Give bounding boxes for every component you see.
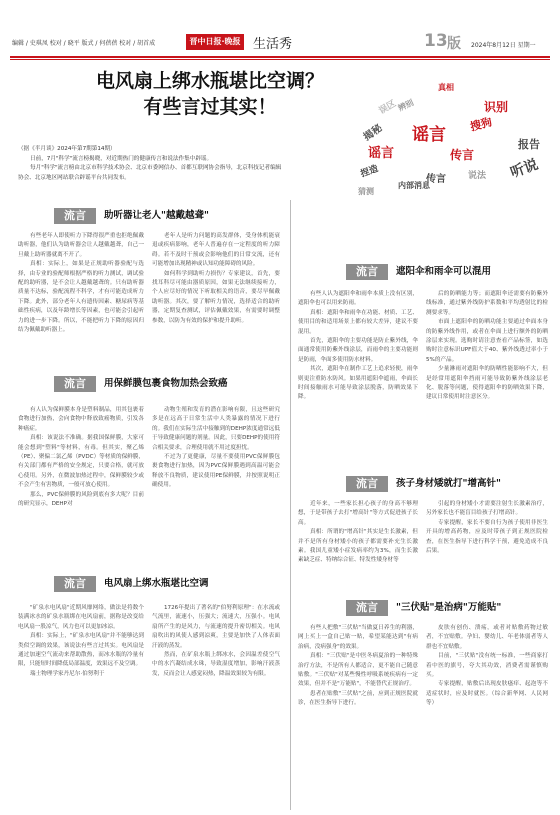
- cloud-word: 内部消息: [398, 181, 430, 190]
- article-body-3b: [152, 604, 280, 810]
- cloud-word: 说法: [468, 171, 487, 181]
- rumor-word-cloud: [358, 60, 554, 200]
- paragraph: 近年来，一些家长担心孩子的身高不够理想，于是带孩子去打"增高针"等方式促进孩子长高。: [298, 501, 418, 526]
- paragraph: 专家提醒，家长不要自行为孩子使用非医生开具的增高药物，应及时带孩子到正规医院检查，在医生指导下进行科学干预，避免造成不良后果。: [426, 519, 548, 555]
- cloud-word: 传言: [450, 148, 475, 162]
- cloud-word: 听说: [508, 156, 541, 182]
- rumor-tag: 流言: [346, 600, 388, 616]
- paragraph: 首先，遮阳伞的主要功能是防止紫外线，伞面通常使用防紫外线涂层，而雨伞的主要功能则是防雨，伞面多使用防水材料。: [298, 338, 418, 363]
- article-body-6a: [298, 624, 418, 810]
- paragraph: 有些人认为遮阳伞和雨伞本质上没有区别，遮阳伞也可以用来防雨。: [298, 291, 418, 307]
- paragraph: 不过为了更健康，尽量不要使用PVC保鲜膜包裹食物进行加热，因为PVC保鲜膜遇到高温可能会释放不良物质，建议使用PE保鲜膜，并按照说明正确使用。: [152, 454, 280, 489]
- article-body-3a: [18, 604, 144, 810]
- intro-line: 每月"科学"流言榜由北京市科学技术协会、北京市委网信办、首都互联网协会指导，北京科技记者编辑协会、北京地区网站联合辟谣平台共同发布。: [18, 165, 282, 181]
- article-body-6b: [426, 624, 548, 810]
- paragraph: 真相：所谓的"增高针"其实是生长激素，但并不是所有身材矮小的孩子都需要补充生长激素。我国儿童矮小症发病率约为3%，而生长激素缺乏症、特纳综合征、特发性矮身材等: [298, 529, 418, 564]
- paragraph: 老年人是听力问题的高发群体，受身体机能衰退或疾病影响，老年人普遍存在一定程度的听力障碍。若不及时干预或会影响他们的日常交流，还有可能增加出现精神或认知功能障碍的风险。: [152, 233, 280, 268]
- cloud-word: 辨别: [396, 98, 416, 113]
- paragraph: 1726年提出了著名的"伯努利原理"：在水流或气流里，流速小，压强大；流速大，压强小。电风扇所产生的是风力，与流速的提升密切相关。电风扇吹出的风使人感到凉爽，主要是加快了人体表面汗液的蒸发。: [152, 605, 280, 649]
- cloud-word: 揭秘: [361, 122, 385, 144]
- section-title: 用保鲜膜包裹食物加热会致癌: [104, 378, 228, 389]
- paragraph: 如何科学到助听力损伤？专家建议，首先，要找耳科尽可能由器质原因，如果无法继续接听力，个人应尽好的情况下听取相关的语音，要尽早佩戴助听器。其次，要了解听力情况，选择适合的助听器，定期复查测试，评估佩戴效果，有需要时调整参数，以防为有效的保护和提升助听。: [152, 270, 280, 324]
- paragraph: 有人认为保鲜膜本身是塑料制品，用其包裹着食物进行加热，会向食物中释放致癌物质，引发各种癌症。: [18, 407, 144, 432]
- intro-source: （据《半月谈》2024年第7期第14期）: [18, 146, 116, 152]
- section-name: 生活秀: [253, 37, 293, 52]
- article-body-5b: [426, 500, 548, 590]
- issue-date: 2024年8月12日 星期一: [471, 42, 536, 49]
- paragraph: 市面上遮阳伞的防晒功能主要通过伞面本身的防紫外线作用，或者在伞面上进行额外的防晒涂层来实现。选购时请注意查看产品标签，如选购时注意标识UPF值大于40、紫外线透过率小于5%的产品。: [426, 319, 548, 363]
- paragraph: 目前，"三伏贴"没有统一标准，一些商家打着中医的旗号，夸大其功效，消费者需谨慎购买。: [426, 653, 548, 679]
- article-body-5a: [298, 500, 418, 590]
- paragraph: 专家提醒，贴敷后出现皮肤瘙痒、起泡等不适症状时，应及时就医。（综合新华网、人民网等）: [426, 681, 548, 707]
- column-divider: [290, 200, 291, 810]
- paragraph: 有些人把敷"三伏贴"当做夏日养生的利器，网上买上一盒自己贴一贴，希望某能达到"有病治病，没病强身"的效果。: [298, 625, 418, 650]
- section-title: 遮阳伞和雨伞可以混用: [396, 266, 492, 277]
- cloud-word: 识别: [484, 100, 509, 114]
- page-number: 13: [424, 31, 448, 51]
- cloud-word: 猜测: [358, 187, 374, 196]
- cloud-word: 传言: [426, 174, 446, 185]
- cloud-word: 真相: [438, 83, 454, 92]
- article-body-2a: [18, 406, 144, 556]
- article-body-1b: [152, 232, 280, 350]
- paragraph: 真相："三伏贴"是中医冬病夏治的一种特殊治疗方法，不是所有人都适合，更不能自己随意贴敷。"三伏贴"对某些慢性呼吸系统疾病有一定效果，但并不是"万能贴"，不能替代正规治疗。: [298, 653, 418, 688]
- cloud-word: 捏造: [359, 164, 380, 180]
- article-body-4a: [298, 290, 418, 470]
- paragraph: 皮肤有创伤、溃疡，或者对贴敷药物过敏者，不宜贴敷。孕妇、婴幼儿、年老体弱者等人群也不宜贴敷。: [426, 625, 548, 650]
- main-headline: [40, 68, 380, 120]
- paragraph: 真相：实际上，"矿泉水电风扇"并不能够达到类似空调的效果，该说法有些言过其实。电风扇是通过加速空气流动来帮助散热，而冰水瓶的冷量有限，只能短时间降低局部温度，效果远不及空调。: [18, 633, 144, 668]
- paragraph: 真相：遮阳伞和雨伞在功能、材质、工艺、使用目的和适用场景上都有较大差异，建议不要混用。: [298, 309, 418, 335]
- rumor-tag: 流言: [346, 264, 388, 280]
- rumor-tag: 流言: [54, 376, 96, 392]
- headline-line-2: 有些言过其实！: [143, 96, 277, 118]
- section-heading: [54, 206, 284, 226]
- paragraph: 引起的身材矮小才需要注射生长激素治疗，另外家长也不能盲目给孩子打增高针。: [426, 501, 548, 517]
- paragraph: 然而，在矿泉水瓶上绑冰水，会因温差使空气中的水汽凝结成水珠，导致湿度增加，影响汗液蒸发，反而会让人感觉闷热，降温效果较为有限。: [152, 652, 280, 677]
- editors-line: 编辑 / 史琪凤 校对 / 晓平 版式 / 何蓓蓓 校对 / 胡首成: [12, 40, 156, 47]
- section-title: 助听器让老人"越戴越聋": [104, 210, 209, 221]
- cloud-word: 误区: [377, 98, 399, 117]
- page-suffix: 版: [447, 36, 461, 52]
- cloud-word: 谣言: [368, 146, 395, 161]
- page-header: [0, 0, 560, 62]
- paragraph: 动物生殖和发育的潜在影响有限，且这些研究多是在远高于日常生活中人类暴露的情况下进行的。我们在实际生活中接触到的DEHP浓度通常远低于导致健康问题的剂量。因此，只要DEHP的使用符合相关要求，合理使用就不用过度担忧。: [152, 407, 280, 451]
- paragraph: 其次，遮阳伞在制作工艺上追求轻便，雨伞则更注重防水防风。如果用遮阳伞遮雨，伞面长时间接触雨水可能导致涂层脱落，防晒效果下降。: [298, 366, 418, 401]
- paragraph: 后的防晒能力等；而遮阳伞还需要有防紫外线标准，通过紫外线防护系数和平均透射比的检测要求等。: [426, 291, 548, 316]
- section-heading: [346, 262, 546, 282]
- paragraph: 瑞士物理学家丹尼尔·伯努利于: [30, 670, 105, 677]
- paragraph: 那么，PVC保鲜膜的风险到底有多大呢？目前的研究显示，DEHP对: [18, 491, 144, 508]
- section-heading: [346, 598, 546, 618]
- article-body-1a: [18, 232, 144, 350]
- cloud-word: 谣言: [412, 125, 446, 145]
- section-heading: [54, 374, 284, 394]
- section-title: 孩子身材矮就打"增高针": [396, 478, 501, 489]
- paragraph: 少量淋雨对遮阳伞的防晒性能影响不大，但是经常用遮阳伞挡雨可能导致防紫外线涂层老化、脱落等问题，使得遮阳伞的防晒效果下降，建议日常使用时注意区分。: [426, 366, 548, 401]
- cloud-word: 报告: [518, 138, 540, 151]
- paragraph: 患者在贴敷"三伏贴"之前，应到正规医院就诊，在医生指导下进行。: [298, 690, 418, 707]
- section-title: 电风扇上绑水瓶堪比空调: [104, 578, 209, 589]
- section-heading: [346, 474, 546, 494]
- paragraph: 真相：该说法不准确。据我国保鲜膜，大家可能会想到"塑料"等材料，有毒。但其实，聚乙烯（PE）、聚偏二氯乙烯（PVDC）等材质的保鲜膜，有关部门都有严格的安全规定，只要合格，就可放心使用。另外，在微波加热过程中，保鲜膜较少或不会产生有害物质，一般可放心使用。: [18, 435, 144, 489]
- rumor-tag: 流言: [54, 576, 96, 592]
- intro-line: 日前，7月"科学"流言榜揭晓，对近期热门的健康传言和说法作集中辟谣。: [30, 155, 213, 162]
- section-heading: [54, 574, 284, 594]
- article-body-4b: [426, 290, 548, 470]
- rumor-tag: 流言: [54, 208, 96, 224]
- paragraph: "矿泉水电风扇"近期风靡网络，做法是将数个装满冰水的矿泉水瓶绑在电风扇前，据称是改变给电风扇一股凉气，风力也可以更加冰凉。: [18, 605, 144, 630]
- header-rule: [10, 56, 550, 58]
- paragraph: 真相：实际上，如果是正规助听器验配与选择，由专业的验配师根据严格的听力测试，调试验配的助听器，是不会让人越戴越聋的。只有助听器质量不达标，验配流程不科学，才有可能造成听力下降。此外，部分老年人有遗传因素、糖尿病等基础性疾病，以及年龄增长等因素，也可能会引起听力的进一步下降。所以，不能把听力下降的原因归结为佩戴助听器上。: [18, 261, 144, 334]
- headline-line-1: 电风扇上绑水瓶堪比空调？: [95, 70, 324, 92]
- article-body-2b: [152, 406, 280, 556]
- intro-text: [18, 145, 286, 183]
- cloud-word: 搜狗: [468, 115, 494, 134]
- paragraph: 有些老年人即使听力下降得很严重也拒绝佩戴助听器，他们认为助听器会让人越戴越聋，自己一旦戴上助听器就离不开了。: [18, 233, 144, 258]
- rumor-tag: 流言: [346, 476, 388, 492]
- section-title: "三伏贴"是治病"万能贴": [396, 602, 502, 613]
- newspaper-logo: 晋中日报·晚报: [186, 34, 244, 50]
